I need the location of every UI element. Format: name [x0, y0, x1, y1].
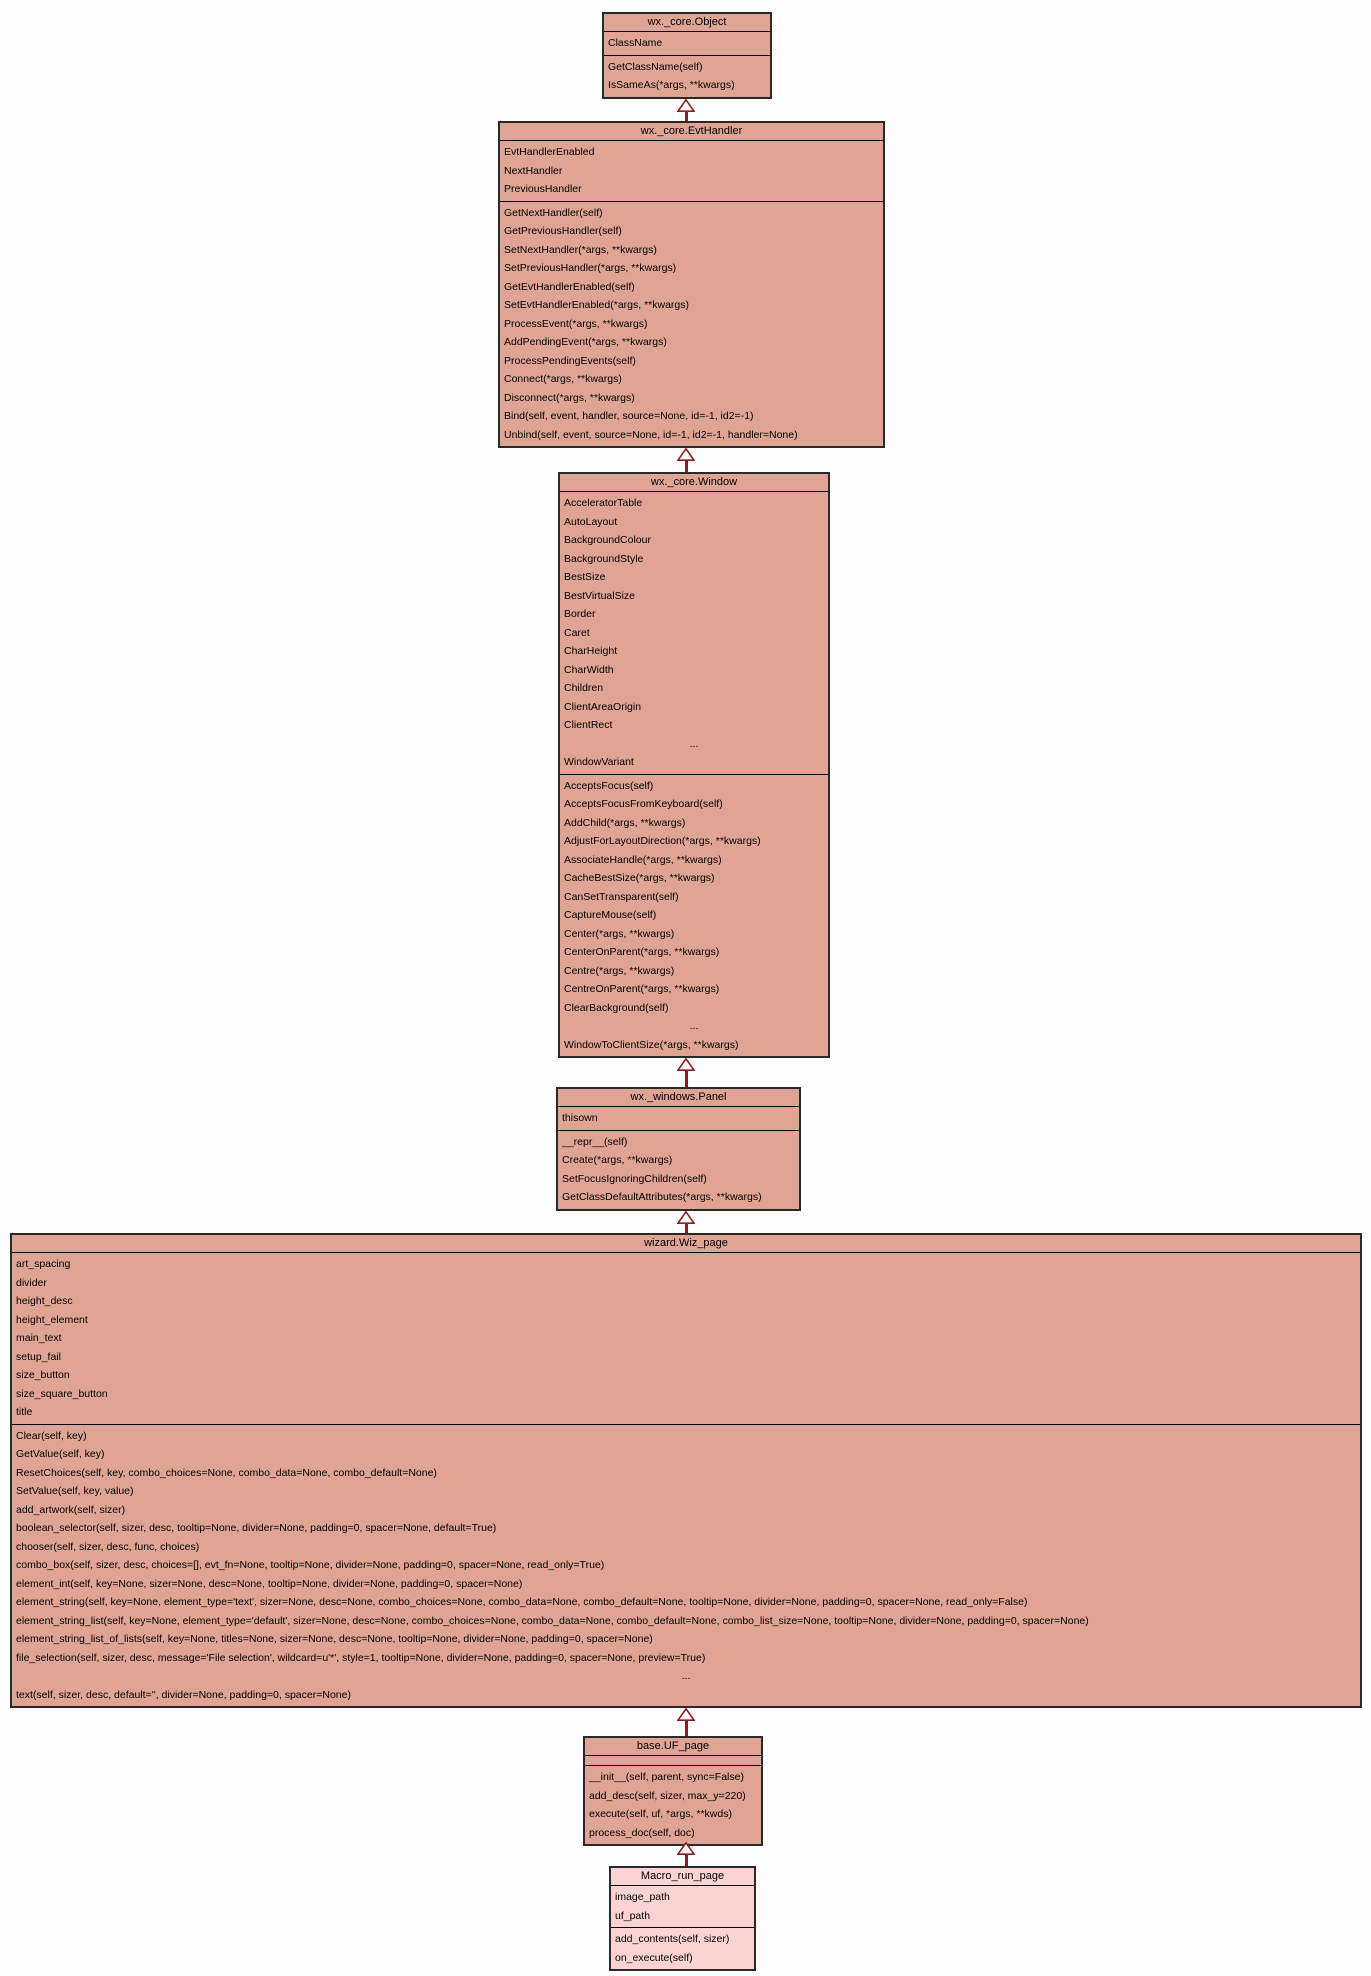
method-row: Create(*args, **kwargs) — [562, 1154, 673, 1166]
inheritance-arrow-shaft — [685, 112, 688, 121]
attribute-row: BestVirtualSize — [564, 589, 636, 602]
inheritance-arrow-shaft — [685, 1855, 688, 1866]
attribute-row: Border — [564, 608, 596, 620]
attribute-row: AutoLayout — [564, 515, 618, 528]
method-row: AddPendingEvent(*args, **kwargs) — [504, 336, 667, 348]
method-row: Disconnect(*args, **kwargs) — [504, 391, 635, 404]
methods-section — [585, 1765, 761, 1844]
method-row: Center(*args, **kwargs) — [564, 927, 675, 940]
class-box-wx-core-window[interactable] — [558, 472, 830, 1058]
method-row: file_selection(self, sizer, desc, message='File selection', wildcard=u'*', style=1, tooltip=None, divider=None, padding=0, spacer=None, preview=True) — [16, 1651, 706, 1664]
attribute-row: ... — [689, 737, 699, 750]
method-row: GetNextHandler(self) — [504, 206, 603, 219]
class-box-base-uf-page[interactable] — [583, 1736, 763, 1846]
class-title: wizard.Wiz_page — [644, 1237, 728, 1249]
attribute-row: image_path — [615, 1891, 670, 1903]
methods-section — [560, 774, 828, 1057]
method-row: add_desc(self, sizer, max_y=220) — [589, 1789, 746, 1802]
method-row: Connect(*args, **kwargs) — [504, 373, 622, 385]
attribute-row: ClassName — [608, 37, 663, 49]
class-title: base.UF_page — [636, 1740, 710, 1752]
attributes-section — [12, 1252, 1360, 1424]
method-row: SetNextHandler(*args, **kwargs) — [504, 243, 657, 256]
method-row: element_int(self, key=None, sizer=None, desc=None, tooltip=None, divider=None, padding=0, spacer=None) — [16, 1577, 523, 1590]
method-row: Bind(self, event, handler, source=None, id=-1, id2=-1) — [504, 410, 754, 422]
attributes-section — [560, 491, 828, 774]
attribute-row: setup_fail — [16, 1350, 61, 1363]
method-row: CanSetTransparent(self) — [564, 890, 679, 903]
attribute-row: uf_path — [615, 1909, 651, 1922]
method-row: AcceptsFocus(self) — [564, 779, 654, 792]
method-row: CenterOnParent(*args, **kwargs) — [564, 946, 720, 958]
method-row: Centre(*args, **kwargs) — [564, 964, 675, 977]
inheritance-arrow — [677, 448, 695, 472]
attributes-section — [585, 1755, 761, 1765]
methods-section — [604, 55, 770, 97]
attribute-row: EvtHandlerEnabled — [504, 146, 595, 158]
attribute-row: BackgroundStyle — [564, 552, 644, 565]
method-row: AcceptsFocusFromKeyboard(self) — [564, 798, 723, 810]
method-row: AssociateHandle(*args, **kwargs) — [564, 853, 722, 866]
attribute-row: BackgroundColour — [564, 534, 651, 546]
class-title: Macro_run_page — [640, 1870, 725, 1882]
method-row: SetFocusIgnoringChildren(self) — [562, 1172, 707, 1185]
inheritance-arrowhead-icon — [677, 1211, 695, 1224]
method-row: process_doc(self, doc) — [589, 1826, 695, 1839]
method-row: add_artwork(self, sizer) — [16, 1503, 126, 1516]
class-box-wx-windows-panel[interactable] — [556, 1087, 801, 1211]
method-row: GetEvtHandlerEnabled(self) — [504, 280, 635, 293]
method-row: ProcessEvent(*args, **kwargs) — [504, 317, 648, 330]
attribute-row: height_desc — [16, 1295, 73, 1307]
attribute-row: ClientAreaOrigin — [564, 700, 642, 713]
method-row: AdjustForLayoutDirection(*args, **kwargs) — [564, 835, 761, 847]
method-row: CentreOnParent(*args, **kwargs) — [564, 983, 720, 995]
method-row: chooser(self, sizer, desc, func, choices) — [16, 1540, 200, 1553]
attributes-section — [611, 1885, 754, 1927]
attribute-row: Children — [564, 682, 604, 694]
method-row: boolean_selector(self, sizer, desc, tooltip=None, divider=None, padding=0, spacer=None, default=True) — [16, 1522, 497, 1534]
method-row: text(self, sizer, desc, default='', divider=None, padding=0, spacer=None) — [16, 1688, 351, 1701]
method-row: GetClassDefaultAttributes(*args, **kwargs) — [562, 1191, 762, 1203]
attribute-row: Caret — [564, 626, 590, 639]
method-row: __init__(self, parent, sync=False) — [589, 1771, 744, 1783]
inheritance-arrow — [677, 1058, 695, 1087]
attribute-row: thisown — [562, 1112, 598, 1124]
method-row: Unbind(self, event, source=None, id=-1, id2=-1, handler=None) — [504, 428, 798, 441]
attribute-row: ClientRect — [564, 719, 613, 731]
inheritance-arrowhead-icon — [677, 1708, 695, 1721]
inheritance-arrow-shaft — [685, 461, 688, 472]
attribute-row: WindowVariant — [564, 756, 634, 768]
method-row: SetEvtHandlerEnabled(*args, **kwargs) — [504, 299, 690, 311]
method-row: GetValue(self, key) — [16, 1448, 105, 1460]
method-row: GetClassName(self) — [608, 60, 703, 73]
attribute-row: height_element — [16, 1313, 88, 1326]
inheritance-arrow — [677, 1708, 695, 1736]
method-row: ProcessPendingEvents(self) — [504, 354, 636, 367]
class-box-wizard-wiz-page[interactable] — [10, 1233, 1362, 1708]
inheritance-arrow — [677, 1842, 695, 1866]
method-row: on_execute(self) — [615, 1951, 693, 1964]
inheritance-arrowhead-icon — [677, 1842, 695, 1855]
method-row: element_string_list(self, key=None, element_type='default', sizer=None, desc=None, combo_choices=None, combo_data=None, combo_default=None, combo_list_size=None, tooltip=None, divider=None, padding=0, spacer=None) — [16, 1614, 1089, 1627]
method-row: SetValue(self, key, value) — [16, 1485, 134, 1497]
attribute-row: divider — [16, 1276, 47, 1289]
method-row: WindowToClientSize(*args, **kwargs) — [564, 1038, 739, 1051]
class-box-macro-run-page[interactable] — [609, 1866, 756, 1971]
attribute-row: BestSize — [564, 571, 606, 583]
method-row: ResetChoices(self, key, combo_choices=None, combo_data=None, combo_default=None) — [16, 1466, 437, 1479]
attribute-row: title — [16, 1406, 33, 1418]
attribute-row: art_spacing — [16, 1258, 71, 1270]
method-row: element_string_list_of_lists(self, key=None, titles=None, sizer=None, desc=None, tooltip=None, divider=None, padding=0, spacer=None) — [16, 1633, 653, 1645]
attribute-row: size_square_button — [16, 1387, 108, 1400]
attribute-row: main_text — [16, 1332, 62, 1344]
method-row: GetPreviousHandler(self) — [504, 225, 622, 237]
class-title: wx._core.EvtHandler — [640, 125, 743, 137]
method-row: add_contents(self, sizer) — [615, 1933, 730, 1945]
class-title: wx._core.Object — [647, 16, 727, 28]
attribute-row: PreviousHandler — [504, 183, 582, 195]
method-row: CacheBestSize(*args, **kwargs) — [564, 872, 715, 884]
attribute-row: CharHeight — [564, 645, 618, 657]
attribute-row: size_button — [16, 1369, 70, 1381]
inheritance-arrow-shaft — [685, 1224, 688, 1233]
inheritance-arrow — [677, 1211, 695, 1233]
method-row: CaptureMouse(self) — [564, 909, 657, 921]
method-row: SetPreviousHandler(*args, **kwargs) — [504, 262, 677, 274]
methods-section — [611, 1927, 754, 1969]
class-title: wx._core.Window — [650, 476, 738, 488]
method-row: Clear(self, key) — [16, 1429, 87, 1442]
method-row: ... — [689, 1020, 699, 1032]
methods-section — [12, 1424, 1360, 1707]
methods-section — [558, 1130, 799, 1209]
attributes-section — [604, 31, 770, 55]
class-box-wx-core-object[interactable] — [602, 12, 772, 99]
attributes-section — [558, 1106, 799, 1130]
method-row: AddChild(*args, **kwargs) — [564, 816, 686, 829]
method-row: ClearBackground(self) — [564, 1001, 669, 1014]
attribute-row: NextHandler — [504, 164, 563, 177]
methods-section — [500, 201, 883, 447]
attribute-row: AcceleratorTable — [564, 497, 643, 509]
method-row: execute(self, uf, *args, **kwds) — [589, 1808, 732, 1820]
inheritance-arrow — [677, 99, 695, 121]
method-row: IsSameAs(*args, **kwargs) — [608, 79, 735, 91]
method-row: __repr__(self) — [562, 1135, 628, 1148]
method-row: combo_box(self, sizer, desc, choices=[], evt_fn=None, tooltip=None, divider=None, padding=0, spacer=None, read_only=True) — [16, 1559, 605, 1571]
inheritance-arrowhead-icon — [677, 448, 695, 461]
method-row: element_string(self, key=None, element_type='text', sizer=None, desc=None, combo_choices=None, combo_data=None, combo_default=None, tooltip=None, divider=None, padding=0, spacer=None, read_only=False) — [16, 1596, 1028, 1608]
class-title: wx._windows.Panel — [630, 1091, 727, 1103]
class-box-wx-core-evthandler[interactable] — [498, 121, 885, 448]
inheritance-arrowhead-icon — [677, 99, 695, 112]
inheritance-arrow-shaft — [685, 1071, 688, 1087]
attribute-row: CharWidth — [564, 663, 614, 676]
inheritance-arrowhead-icon — [677, 1058, 695, 1071]
attributes-section — [500, 140, 883, 201]
inheritance-arrow-shaft — [685, 1721, 688, 1736]
method-row: ... — [681, 1670, 691, 1682]
